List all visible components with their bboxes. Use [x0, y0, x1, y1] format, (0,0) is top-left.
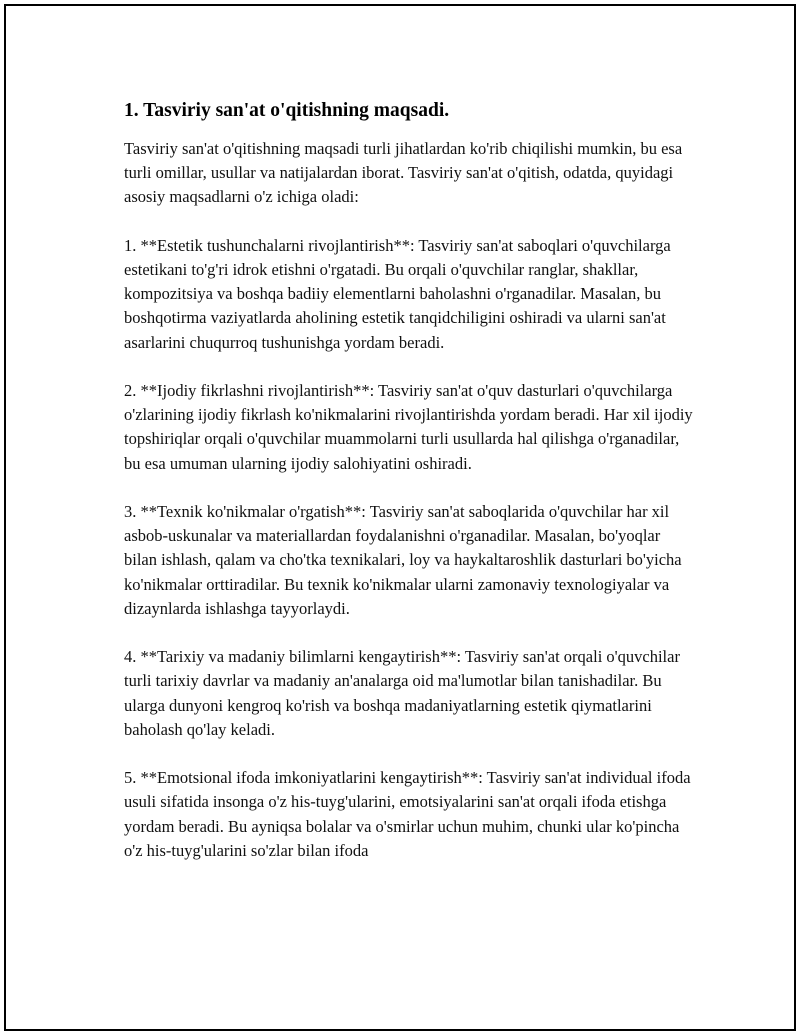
page-frame: [4, 4, 796, 1031]
paragraph-estetik: 1. **Estetik tushunchalarni rivojlantirish**: Tasviriy san'at saboqlari o'quvchilarga estetikani to'g'ri idrok etishni o'rgatadi. Bu orqali o'quvchilar ranglar, shakllar, kompozitsiya va boshqa badiiy elementlarni baholashni o'rganadilar. Masalan, bu boshqotirma vaziyatlarda aholining estetik tanqidchiligini oshiradi va ularni san'at asarlarini chuqurroq tushunishga yordam beradi.: [124, 235, 671, 352]
paragraph-ijodiy: 2. **Ijodiy fikrlashni rivojlantirish**: Tasviriy san'at o'quv dasturlari o'quvchilarga o'zlarining ijodiy fikrlash ko'nikmalarini rivojlantirishda yordam beradi. Har xil ijodiy topshiriqlar orqali o'quvchilar muammolarni turli usullarda hal qilishga o'rganadilar, bu esa umuman ularning ijodiy salohiyatini oshiradi.: [124, 381, 693, 473]
paragraph-tarixiy: 4. **Tarixiy va madaniy bilimlarni kengaytirish**: Tasviriy san'at orqali o'quvchilar turli tarixiy davrlar va madaniy an'analarga oid ma'lumotlar bilan tanishadilar. Bu ularga dunyoni kengroq ko'rish va boshqa madaniyatlarning estetik qiymatlarini baholash qo'lay keladi.: [124, 647, 680, 739]
intro-paragraph: Tasviriy san'at o'qitishning maqsadi turli jihatlardan ko'rib chiqilishi mumkin, bu esa turli omillar, usullar va natijalardan iborat. Tasviriy san'at o'qitish, odatda, quyidagi asosiy maqsadlarni o'z ichiga oladi:: [124, 139, 683, 207]
page-title: 1. Tasviriy san'at o'qitishning maqsadi.: [124, 100, 450, 121]
paragraph-emotsional: 5. **Emotsional ifoda imkoniyatlarini kengaytirish**: Tasviriy san'at individual ifoda usuli sifatida insonga o'z his-tuyg'ularini, emotsiyalarini san'at orqali ifoda etishga yordam beradi. Bu ayniqsa bolalar va o'smirlar uchun muhim, chunki ular ko'pincha o'z his-tuyg'ularini so'zlar bilan ifoda: [124, 768, 691, 860]
paragraph-texnik: 3. **Texnik ko'nikmalar o'rgatish**: Tasviriy san'at saboqlarida o'quvchilar har xil asbob-uskunalar va materiallardan foydalanishni o'rganadilar. Masalan, bo'yoqlar bilan ishlash, qalam va cho'tka texnikalari, loy va haykaltaroshlik dasturlari bo'yicha ko'nikmalar orttiradilar. Bu texnik ko'nikmalar ularni zamonaviy texnologiyalar va dizaynlarda ishlashga tayyorlaydi.: [124, 502, 682, 618]
document-body: [124, 98, 694, 887]
